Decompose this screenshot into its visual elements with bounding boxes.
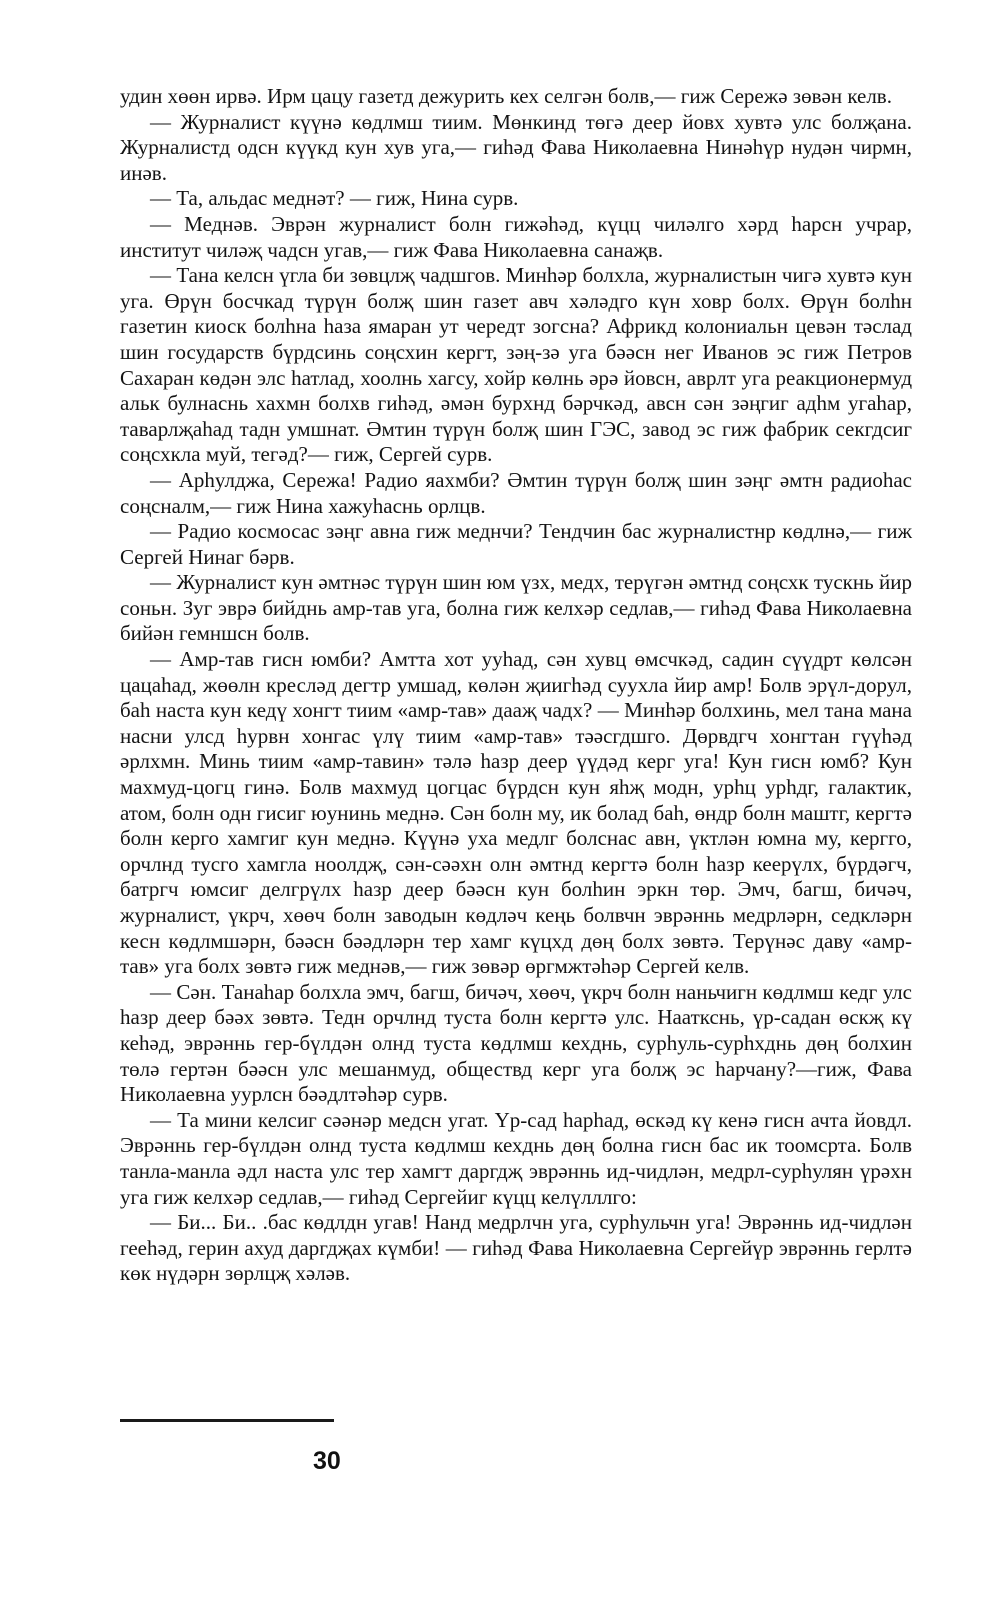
paragraph: — Та, альдас меднәт? — гиж, Нина сурв.	[150, 186, 519, 211]
footer-rule	[120, 1419, 334, 1422]
paragraph: — Тана келсн үгла би зөвцлҗ чадшгов. Минһәр болхла, журналистын чигә хувтә кун уга. Өрүн босчкад түрүн болҗ шин газет авч хәләдго күн ховр болх. Өрүн болһн газетин киоск болһна һаза ямаран ут чередт зогсна? Африкд колониальн цевән тәслад шин государств бүрдсинь соңсхин кергт, зәң-зә уга бәәсн нег Иванов эс гиж Петров Сахаран көдән элс һатлад, хоолнь хагсу, хойр көлнь әрә йовсн, аврлт уга реакционермуд альк булнаснь хахмн болхв гиһәд, әмән бурхнд бәрчкәд, авсн сән зәңгиг адһм угаһар, таварлҗаһад тадн умшнат. Әмтин түрүн болҗ шин ГЭС, завод эс гиж фабрик секгдсиг соңсхкла муй, тегәд?— гиж, Сергей сурв.	[120, 263, 912, 467]
paragraph: — Меднәв. Эврән журналист болн гижәһәд, күцц чиләлго хәрд һарсн учрар, институт чиләҗ чадсн угав,— гиж Фава Николаевна санаҗв.	[120, 211, 912, 262]
paragraph: — Амр-тав гисн юмби? Амтта хот ууһад, сән хувц өмсчкәд, садин сүүдрт көлсән цацаһад, жөөлн кресләд дегтр умшад, көлән җиигһәд суухла йир амр! Болв эрүл-дорул, баһ наста кун кедү хонгт тиим «амр-тав» дааҗ чадх? — Минһәр болхинь, мел тана мана насни улсд һурвн хонгас үлү тиим «амр-тав» тәәсгдшго. Дөрвдгч хонгтан гүүһәд әрлхмн. Минь тиим «амр-тавин» тәлә һазр деер үүдәд керг уга! Кун гисн юмб? Кун махмуд-цогц гинә. Болв махмуд цогцас бүрдсн кун яһҗ модн, урһц урһдг, галактик, атом, болн одн гисиг юунинь меднә. Сән болн му, ик болад баһ, өндр болн маштг, кергтә болн керго хамгиг кун меднә. Күүнә уха медлг болснас авн, үктлән юмна му, кергго, орчлнд тусго хамгла ноолдҗ, сән-сәәхн олн әмтнд кергтә болн һазр кеерүлх, бүрдәгч, батргч юмсиг делгрүлх һазр деер бәәсн кун болһин эркн төр. Эмч, багш, бичәч, журналист, үкрч, хөөч болн заводын көдләч кеңь болвчн эврәннь медрләрн, седкләрн кесн көдлмшәрн, бәәсн бәәдләрн тер хамг күцхд дөң болх зөвтә. Терүнәс даву «амр-тав» уга болх зөвтә гиж меднәв,— гиж зөвәр өргмжтәһәр Сергей келв.	[120, 647, 912, 979]
paragraph: — Та мини келсиг сәәнәр медсн угат. Үр-сад һарһад, өскәд кү кенә гисн ачта йовдл. Эврәннь гер-бүлдән олнд туста көдлмш кехднь дөң болна гисн бас ик тоомсрта. Болв танла-манла әдл наста улс тер хамгт даргдҗ эврәннь ид-чидлән, медрл-сурһулян үрәхн уга гиж келхәр седлав,— гиһәд Сергейиг күцц келүлллго:	[120, 1107, 912, 1209]
page-body	[120, 84, 912, 1287]
paragraph: — Би... Би.. .бас көдлдн угав! Нанд медрлчн уга, сурһульчн уга! Эврәннь ид-чидлән гееһәд, герин ахуд даргдҗах күмби! — гиһәд Фава Николаевна Сергейүр эврәннь герлтә көк нүдәрн зөрлцҗ хәләв.	[120, 1210, 912, 1286]
paragraph: — Радио космосас зәңг авна гиж меднчи? Тендчин бас журналистнр көдлнә,— гиж Сергей Нинаг бәрв.	[120, 519, 912, 569]
paragraph: — Арһулджа, Сережа! Радио яахмби? Әмтин түрүн болҗ шин зәңг әмтн радиоһас соңсналм,— гиж Нина хажуһаснь орлцв.	[120, 467, 912, 518]
page-number: 30	[313, 1447, 341, 1475]
paragraph: — Журналист кун әмтнәс түрүн шин юм үзх, медх, терүгән әмтнд соңсхк тускнь йир соньн. Зуг эврә бийднь амр-тав уга, болна гиж келхәр седлав,— гиһәд Фава Николаевна бийән гемншсн болв.	[120, 570, 912, 646]
paragraph: — Журналист күүнә көдлмш тиим. Мөнкинд төгә деер йовх хувтә улс болҗана. Журналистд одсн күүкд кун хув уга,— гиһәд Фава Николаевна Нинәһүр нудән чирмн, инәв.	[120, 109, 912, 185]
paragraph: удин хөөн ирвә. Ирм цацу газетд дежурить кех селгән болв,— гиж Сережә зөвән келв.	[120, 84, 892, 108]
paragraph: — Сән. Танаһар болхла эмч, багш, бичәч, хөөч, үкрч болн наньчигн көдлмш кедг улс һазр деер бәәх зөвтә. Тедн орчлнд туста болн кергтә улс. Нааткснь, үр-садан өскҗ кү кеһәд, эврәннь гер-бүлдән олнд туста көдлмш кехднь, сурһуль-сурһхднь дөң болхин төлә гертән бәәсн улс мешанмуд, обществд керг уга болҗ эс һарчану?—гиж, Фава Николаевна уурлсн бәәдлтәһәр сурв.	[120, 979, 912, 1107]
